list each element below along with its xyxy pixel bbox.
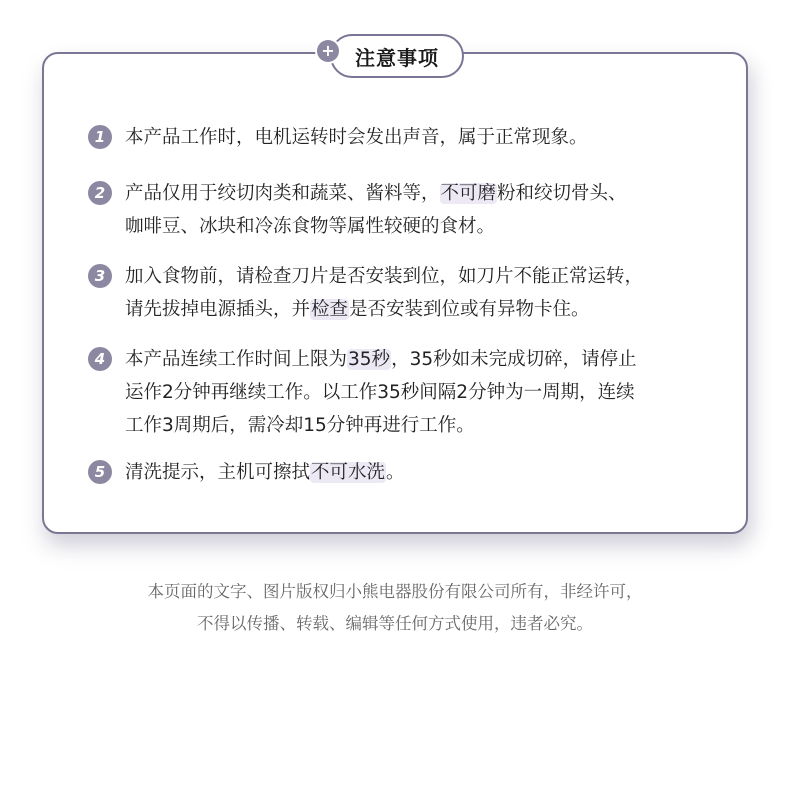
item-line: 咖啡豆、冰块和冷冻食物等属性较硬的食材。: [125, 216, 496, 237]
copyright-line-2: 不得以传播、转载、编辑等任何方式使用，违者必究。: [197, 614, 593, 633]
item-line: 请先拔掉电源插头，并检查是否安装到位或有异物卡住。: [125, 299, 590, 320]
item-line: 加入食物前，请检查刀片是否安装到位，如刀片不能正常运转，: [125, 266, 644, 287]
item-line: 工作3周期后，需冷却15分钟再进行工作。: [125, 415, 475, 436]
item-line: 产品仅用于绞切肉类和蔬菜、酱料等，不可磨粉和绞切骨头、: [125, 183, 627, 204]
item-line: 运作2分钟再继续工作。以工作35秒间隔2分钟为一周期，连续: [125, 382, 635, 403]
item-line: 本产品连续工作时间上限为35秒，35秒如未完成切碎，请停止: [125, 349, 637, 370]
number-badge: 4: [88, 347, 112, 371]
number-badge: 5: [88, 460, 112, 484]
page-title: 注意事项: [355, 45, 439, 70]
highlight: 检查: [311, 299, 349, 320]
number-badge: 3: [88, 264, 112, 288]
highlight: 不可水洗: [311, 462, 386, 483]
copyright-line-1: 本页面的文字、图片版权归小熊电器股份有限公司所有，非经许可，: [147, 582, 643, 601]
highlight: 不可磨: [440, 183, 497, 204]
plus-icon: +: [317, 40, 339, 62]
item-line: 本产品工作时，电机运转时会发出声音，属于正常现象。: [125, 127, 588, 148]
number-badge: 1: [88, 125, 112, 149]
item-line: 清洗提示，主机可擦拭不可水洗。: [125, 462, 405, 483]
highlight: 35秒: [348, 349, 391, 370]
title-pill: [330, 34, 464, 78]
number-badge: 2: [88, 181, 112, 205]
